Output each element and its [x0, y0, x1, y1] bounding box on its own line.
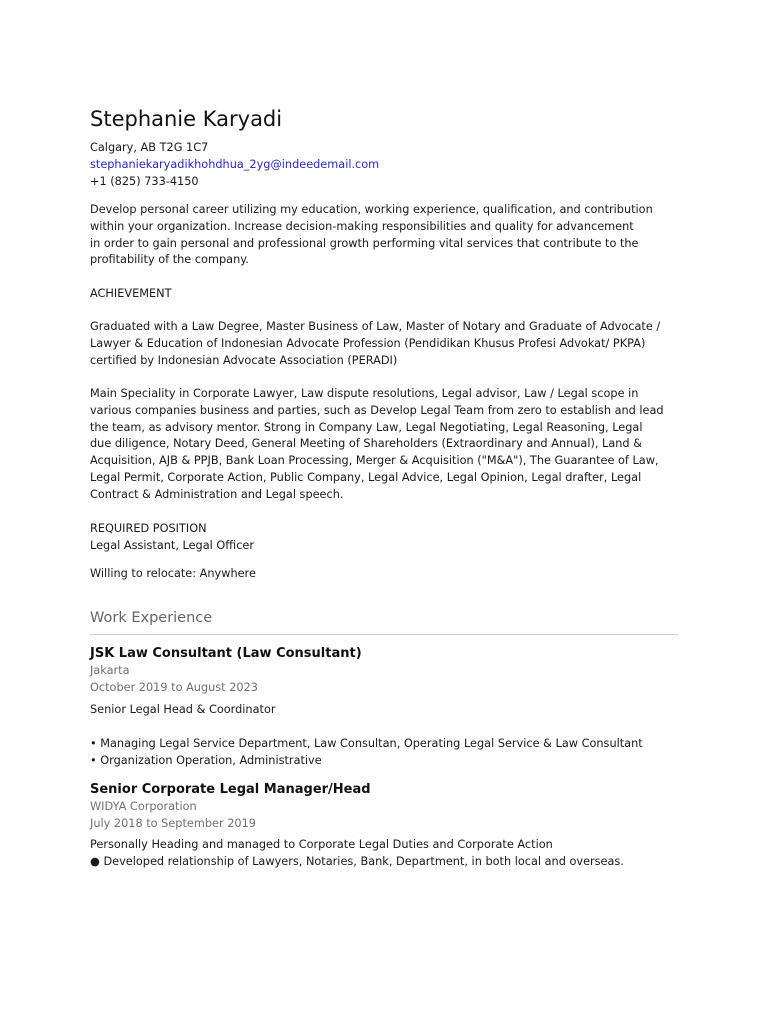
- achievement-line: various companies business and parties, such as Develop Legal Team from zero to establish and lead: [90, 403, 664, 417]
- required-position-value: Legal Assistant, Legal Officer: [90, 538, 255, 552]
- required-position-section: [90, 521, 680, 555]
- achievement-line: certified by Indonesian Advocate Association (PERADI): [90, 353, 398, 367]
- summary-line: profitability of the company.: [90, 253, 249, 267]
- job-dates: July 2018 to September 2019: [90, 817, 256, 830]
- achievement-line: Lawyer & Education of Indonesian Advocate Profession (Pendidikan Khusus Profesi Advokat/ PKPA): [90, 336, 646, 350]
- achievement-line: Legal Permit, Corporate Action, Public Company, Legal Advice, Legal Opinion, Legal drafter, Legal: [90, 470, 642, 484]
- job-company: Jakarta: [90, 664, 130, 677]
- relocate-text: Willing to relocate: Anywhere: [90, 567, 256, 580]
- job-company: WIDYA Corporation: [90, 800, 197, 813]
- phone-number: +1 (825) 733-4150: [90, 175, 199, 188]
- candidate-name: Stephanie Karyadi: [90, 107, 283, 131]
- achievement-line: due diligence, Notary Deed, General Meeting of Shareholders (Extraordinary and Annual), Land &: [90, 437, 642, 451]
- email-link[interactable]: stephaniekaryadikhohdhua_2yg@indeedemail.com: [90, 158, 380, 171]
- required-position-heading: REQUIRED POSITION: [90, 522, 207, 535]
- achievement-heading: ACHIEVEMENT: [90, 287, 172, 300]
- summary-paragraph: [90, 202, 680, 269]
- achievement-line: Contract & Administration and Legal speech.: [90, 487, 344, 501]
- job-description-line: Personally Heading and managed to Corporate Legal Duties and Corporate Action: [90, 838, 553, 851]
- job-description-line: [90, 719, 680, 736]
- job-entry: [90, 781, 680, 832]
- achievement-line: Main Speciality in Corporate Lawyer, Law dispute resolutions, Legal advisor, Law / Legal scope in: [90, 387, 639, 400]
- job-description-line: • Organization Operation, Administrative: [90, 753, 322, 767]
- achievement-line: Acquisition, AJB & PPJB, Bank Loan Processing, Merger & Acquisition ("M&A"), The Guarantee of Law,: [90, 454, 659, 468]
- job-description: [90, 837, 680, 871]
- job-dates: October 2019 to August 2023: [90, 681, 258, 694]
- summary-line: Develop personal career utilizing my education, working experience, qualification, and contribution: [90, 203, 653, 216]
- job-description-line: Senior Legal Head & Coordinator: [90, 703, 276, 716]
- job-title: JSK Law Consultant (Law Consultant): [90, 646, 362, 661]
- achievement-paragraph-2: [90, 386, 680, 504]
- job-description: [90, 702, 680, 769]
- job-entry: [90, 645, 680, 696]
- achievement-line: the team, as advisory mentor. Strong in Company Law, Legal Negotiating, Legal Reasoning, Legal: [90, 420, 643, 434]
- job-description-line: • Managing Legal Service Department, Law Consultan, Operating Legal Service & Law Consultant: [90, 736, 643, 750]
- contact-info: [90, 139, 379, 190]
- achievement-paragraph-1: [90, 319, 680, 369]
- section-divider: [90, 634, 678, 635]
- summary-line: within your organization. Increase decision-making responsibilities and quality for advancement: [90, 219, 634, 233]
- summary-line: in order to gain personal and professional growth performing vital services that contribute to the: [90, 236, 639, 250]
- location: Calgary, AB T2G 1C7: [90, 141, 209, 154]
- work-experience-heading: Work Experience: [90, 610, 213, 626]
- job-title: Senior Corporate Legal Manager/Head: [90, 782, 371, 797]
- achievement-line: Graduated with a Law Degree, Master Business of Law, Master of Notary and Graduate of Advocate /: [90, 320, 661, 333]
- job-description-line: ● Developed relationship of Lawyers, Notaries, Bank, Department, in both local and overseas.: [90, 854, 624, 868]
